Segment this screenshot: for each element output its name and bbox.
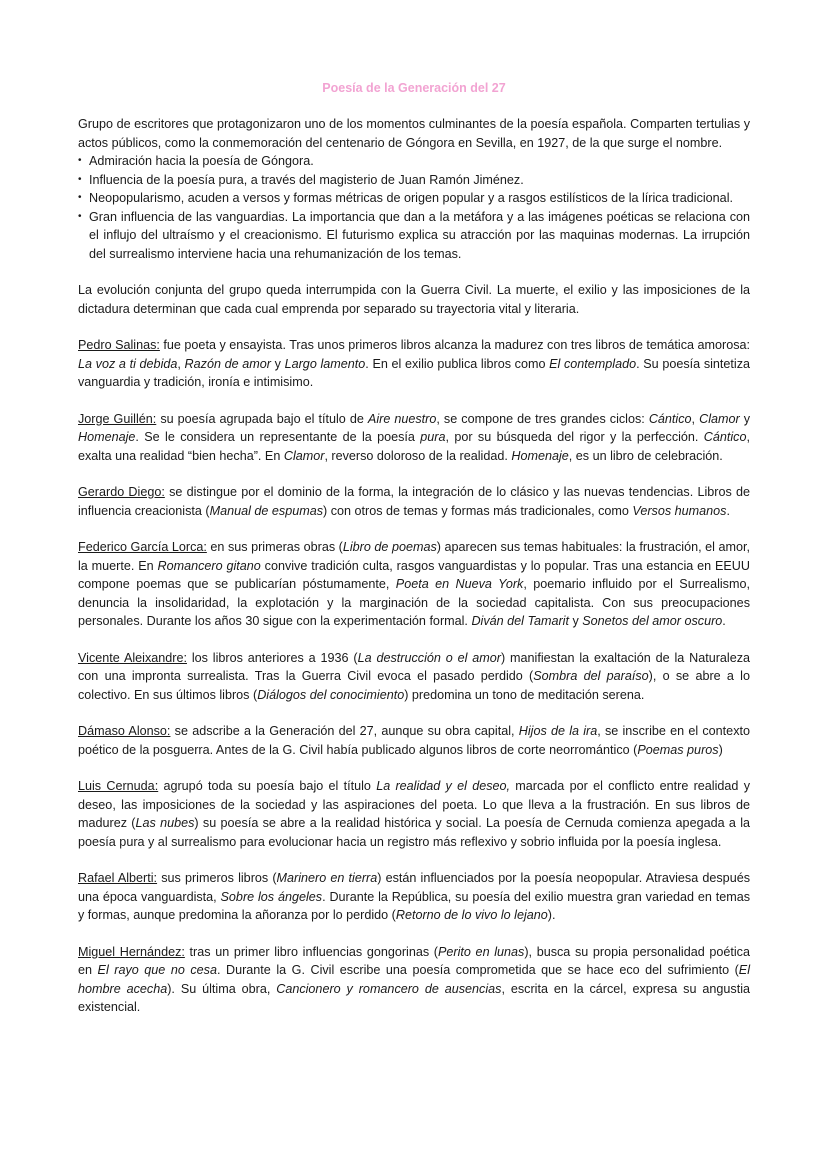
list-item: • Neopopularismo, acuden a versos y formas métricas de origen popular y a rasgos estilísticos de la lírica tradicional. xyxy=(78,189,750,208)
author-text: y xyxy=(270,356,285,371)
work-title: Romancero gitano xyxy=(157,558,261,573)
author-text: ). xyxy=(547,908,556,922)
author-paragraph xyxy=(78,777,750,851)
work-title: Diálogos del conocimiento xyxy=(257,687,405,702)
author-text: , xyxy=(177,356,185,371)
author-text: . En el exilio publica libros como xyxy=(365,356,550,371)
work-title: Homenaje xyxy=(78,430,136,444)
author-text: . Durante la G. Civil escribe una poesía comprometida que se hace eco del sufrimiento ( xyxy=(216,963,739,977)
author-paragraph xyxy=(78,943,750,1017)
work-title: Largo lamento xyxy=(284,356,366,371)
author-text: . Su poesía sintetiza vanguardia y tradición, ironía e intimisimo. xyxy=(78,356,751,389)
author-text: se distingue por el dominio de la forma, la integración de lo clásico y las nuevas tendencias. Libros de influencia creacionista ( xyxy=(78,485,750,518)
work-title: Sonetos del amor oscuro xyxy=(582,614,723,628)
author-name: Vicente Aleixandre: xyxy=(78,650,187,665)
evolution-paragraph: La evolución conjunta del grupo queda interrumpida con la Guerra Civil. La muerte, el exilio y las imposiciones de la dictadura determinan que cada cual emprenda por separado su trayectoria vital y literaria. xyxy=(78,283,750,316)
author-text: . xyxy=(722,614,726,628)
author-paragraph xyxy=(78,410,750,466)
work-title: Homenaje xyxy=(511,448,569,463)
work-title: Hijos de la ira xyxy=(518,724,598,738)
work-title: Las nubes xyxy=(135,816,195,830)
author-text: ) aparecen sus temas habituales: la frustración, el amor, la muerte. En xyxy=(78,540,750,573)
authors-section xyxy=(78,336,750,1017)
author-text: ), busca su propia personalidad poética en xyxy=(78,944,750,977)
author-text: ) xyxy=(718,742,723,757)
author-paragraph xyxy=(78,869,750,925)
author-name: Gerardo Diego: xyxy=(78,485,165,499)
work-title: Retorno de lo vivo lo lejano xyxy=(395,908,548,922)
author-text: sus primeros libros ( xyxy=(157,871,277,885)
author-name: Federico García Lorca: xyxy=(78,540,207,554)
work-title: Diván del Tamarit xyxy=(471,614,569,628)
author-text: se adscribe a la Generación del 27, aunque su obra capital, xyxy=(170,724,519,738)
author-text: y xyxy=(739,411,751,426)
author-text: marcada por el conflicto entre realidad y deseo, las imposiciones de la sociedad y las aspiraciones del poeta. Lo que lleva a la frustración. En sus libros de madurez ( xyxy=(78,779,750,830)
author-text: , es un libro de celebración. xyxy=(568,448,723,463)
author-paragraph xyxy=(78,649,750,705)
author-text: , exalta una realidad “bien hecha”. En xyxy=(78,430,750,463)
author-text: tras un primer libro influencias gongorinas ( xyxy=(184,944,438,959)
work-title: Cántico xyxy=(648,411,692,426)
work-title: La realidad y el deseo, xyxy=(376,779,511,793)
work-title: Sobre los ángeles xyxy=(220,889,323,904)
work-title: Sombra del paraíso xyxy=(533,669,649,683)
author-text: agrupó toda su poesía bajo el título xyxy=(158,779,377,793)
author-text: , se inscribe en el contexto poético de la posguerra. Antes de la G. Civil había publicado algunos libros de corte neorromántico ( xyxy=(78,724,750,757)
author-name: Pedro Salinas: xyxy=(78,338,160,352)
author-text: los libros anteriores a 1936 ( xyxy=(186,650,358,665)
work-title: Perito en lunas xyxy=(438,944,525,959)
author-paragraph xyxy=(78,722,750,759)
work-title: Manual de espumas xyxy=(209,503,324,518)
list-item: • Admiración hacia la poesía de Góngora. xyxy=(78,152,750,171)
list-item: • Influencia de la poesía pura, a través del magisterio de Juan Ramón Jiménez. xyxy=(78,171,750,190)
list-item: • Gran influencia de las vanguardias. La importancia que dan a la metáfora y a las imágenes poéticas se relaciona con el influjo del ultraísmo y el creacionismo. El futurismo explica su atracción por las maquinas modernas. La irrupción del surrealismo interviene hacia una rehumanización de los temas. xyxy=(78,208,750,264)
author-name: Luis Cernuda: xyxy=(78,779,159,793)
work-title: Clamor xyxy=(699,411,740,426)
work-title: Razón de amor xyxy=(184,356,271,371)
work-title: El contemplado xyxy=(549,356,637,371)
author-text: ) su poesía se abre a la realidad histórica y social. La poesía de Cernuda comienza apegada a la poesía pura y al surrealismo para evolucionar hacia un registro más reflexivo y sobrio influida por la poesía inglesa. xyxy=(78,816,750,849)
author-text: ) con otros de temas y formas más tradicionales, como xyxy=(323,503,633,518)
author-text: . Durante la República, su poesía del exilio muestra gran variedad en temas y formas, aunque predomina la añoranza por lo perdido ( xyxy=(78,889,750,922)
work-title: Poeta en Nueva York xyxy=(395,577,524,591)
author-text: ). Su última obra, xyxy=(167,981,277,996)
author-paragraph xyxy=(78,336,750,392)
work-title: El rayo que no cesa xyxy=(97,963,217,977)
work-title: La voz a ti debida xyxy=(78,356,178,371)
author-paragraph xyxy=(78,483,750,520)
author-text: convive tradición culta, rasgos vanguardistas y lo popular. Tras una estancia en EEUU compone poemas que se publicarían póstumamente, xyxy=(78,558,750,591)
work-title: Aire nuestro xyxy=(367,411,437,426)
author-name: Dámaso Alonso: xyxy=(78,724,171,738)
author-text: , escrita en la cárcel, expresa su angustia existencial. xyxy=(78,981,750,1014)
work-title: Clamor xyxy=(283,448,325,463)
author-name: Rafael Alberti: xyxy=(78,871,158,885)
work-title: Cancionero y romancero de ausencias xyxy=(276,981,502,996)
author-text: , se compone de tres grandes ciclos: xyxy=(436,411,649,426)
author-text: , por su búsqueda del rigor y la perfección. xyxy=(445,430,704,444)
work-title: El hombre acecha xyxy=(78,963,750,996)
author-text: y xyxy=(568,614,583,628)
author-paragraph xyxy=(78,538,750,631)
author-text: , xyxy=(691,411,700,426)
author-text: , poemario influido por el Surrealismo, denuncia la insolidaridad, la explotación y la marginación de la sociedad capitalista. Con sus preocupaciones personales. Durante los años 30 sigue con la experimentación formal. xyxy=(78,577,750,628)
author-text: , reverso doloroso de la realidad. xyxy=(324,448,512,463)
characteristics-list xyxy=(78,152,750,263)
author-text: ) manifiestan la exaltación de la Naturaleza con una impronta surrealista. Tras la Guerra Civil evoca el pasado perdido ( xyxy=(78,650,751,683)
author-name: Miguel Hernández: xyxy=(78,944,185,959)
work-title: Marinero en tierra xyxy=(276,871,378,885)
author-text: su poesía agrupada bajo el título de xyxy=(156,411,368,426)
work-title: Libro de poemas xyxy=(342,540,437,554)
work-title: Cántico xyxy=(703,430,747,444)
work-title: Poemas puros xyxy=(637,742,719,757)
work-title: Versos humanos xyxy=(632,503,727,518)
author-text: fue poeta y ensayista. Tras unos primeros libros alcanza la madurez con tres libros de temática amorosa: xyxy=(159,338,751,352)
work-title: pura xyxy=(420,430,446,444)
work-title: La destrucción o el amor xyxy=(357,650,501,665)
intro-paragraph: Grupo de escritores que protagonizaron uno de los momentos culminantes de la poesía española. Comparten tertulias y actos públicos, como la conmemoración del centenario de Góngora en Sevilla, en 1927, de la que surge el nombre. xyxy=(78,117,750,150)
author-text: . xyxy=(726,503,730,518)
page-title: Poesía de la Generación del 27 xyxy=(322,81,506,95)
author-name: Jorge Guillén: xyxy=(78,411,157,426)
author-text: ) predomina un tono de meditación serena. xyxy=(404,687,645,702)
author-text: . Se le considera un representante de la poesía xyxy=(135,430,421,444)
author-text: en sus primeras obras ( xyxy=(206,540,343,554)
author-text: ) están influenciados por la poesía neopopular. Atraviesa después una época vanguardista, xyxy=(78,871,750,904)
author-text: ), o se abre a lo colectivo. En sus últimos libros ( xyxy=(78,669,750,702)
